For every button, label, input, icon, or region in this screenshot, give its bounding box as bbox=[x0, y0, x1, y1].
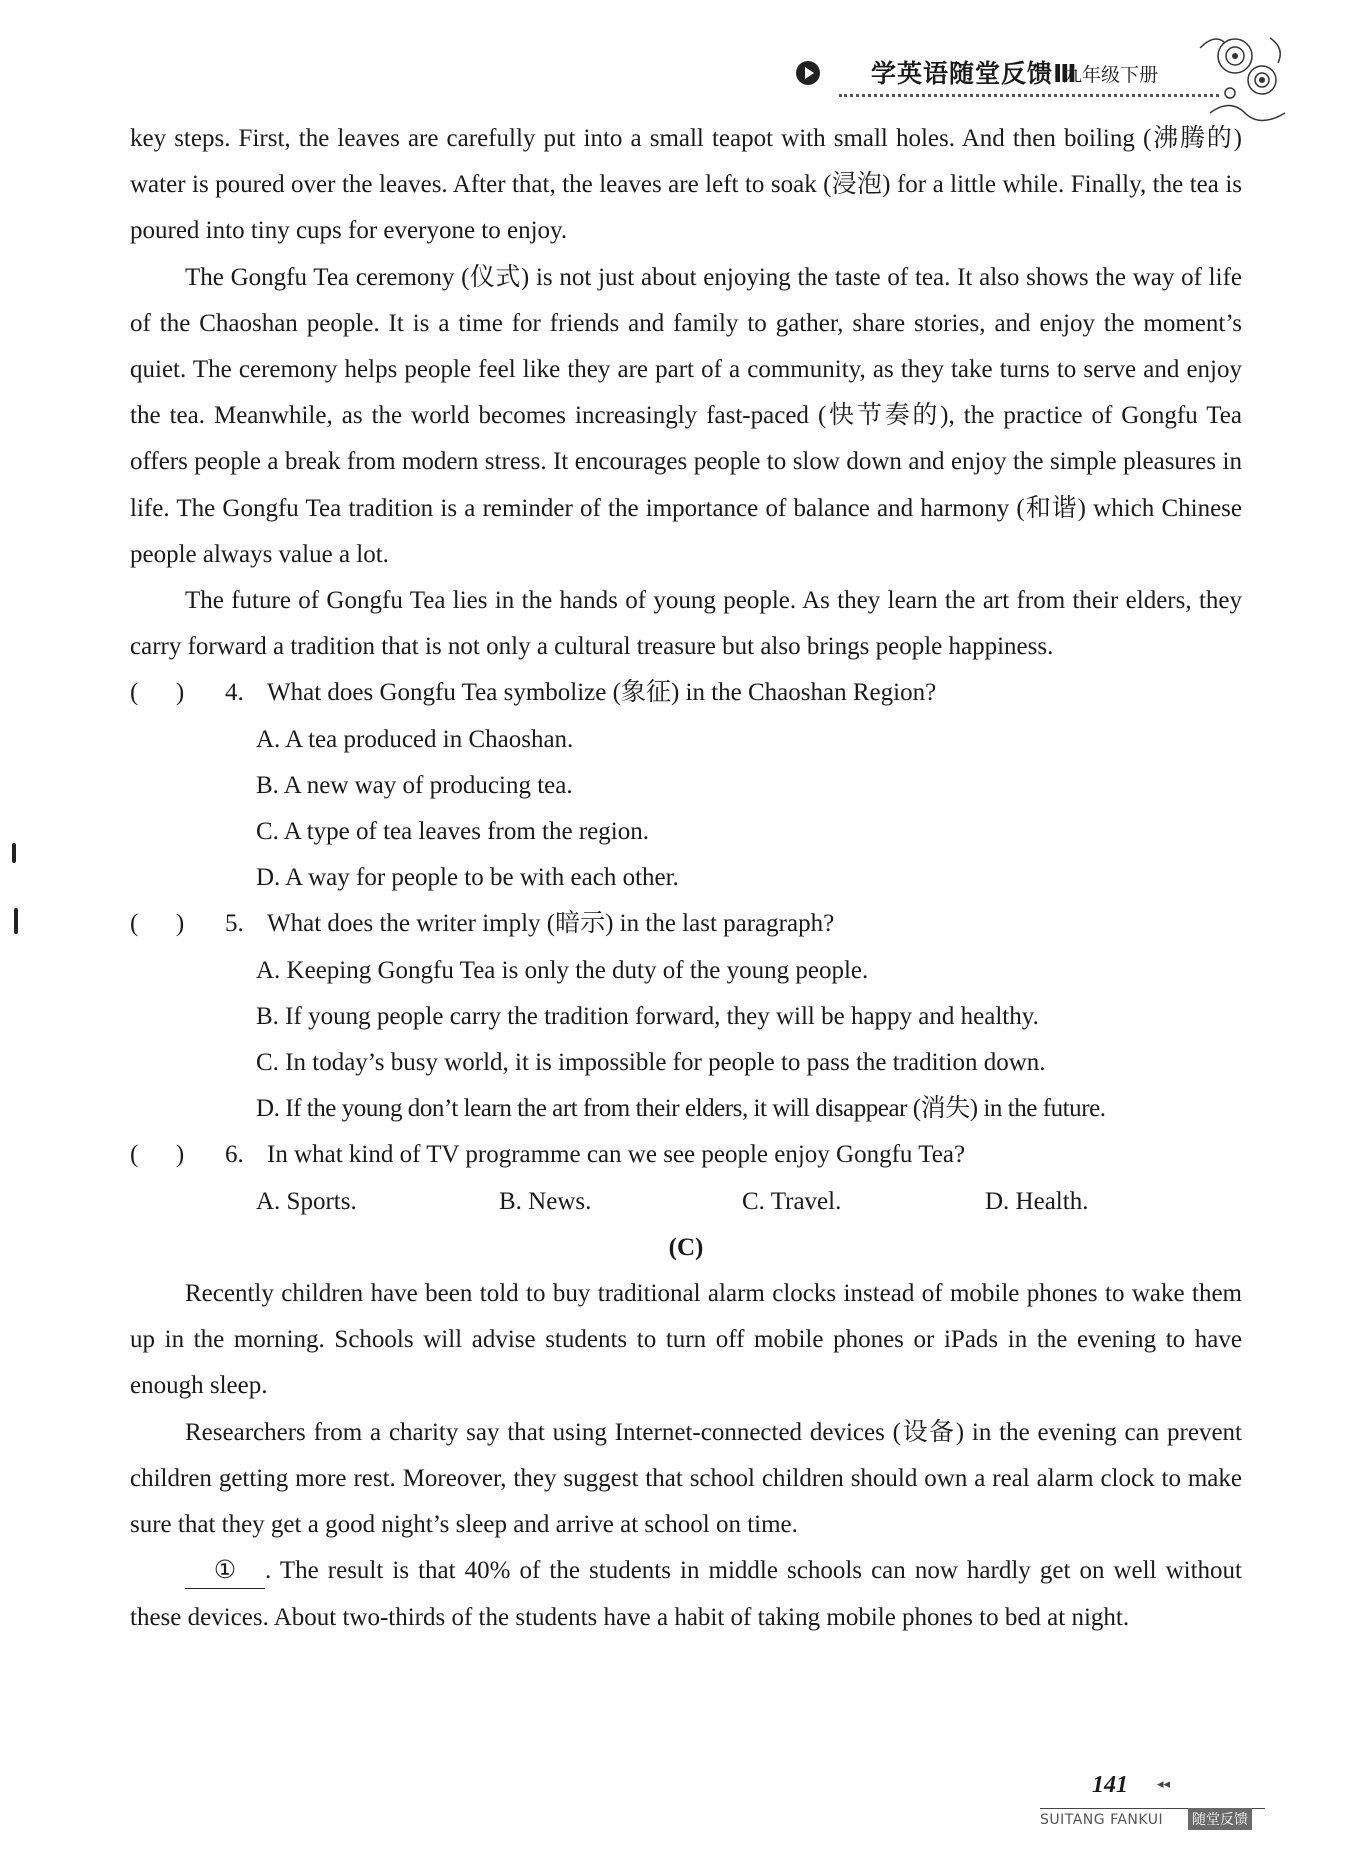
option-b: B. News. bbox=[499, 1187, 592, 1215]
question-number: 5. bbox=[225, 910, 244, 938]
paragraph: Recently children have been told to buy traditional alarm clocks instead of mobile phones to wake them up in the morning. Schools will advise students to turn off mobile phones or iPads in the evening to have enough sleep. bbox=[130, 1280, 1242, 1400]
arrow-left-icon: ◂◂ bbox=[1157, 1777, 1171, 1792]
option-b: B. If young people carry the tradition forward, they will be happy and healthy. bbox=[256, 1002, 1039, 1030]
option-a: A. Keeping Gongfu Tea is only the duty of the young people. bbox=[256, 956, 869, 984]
footer-tag: 随堂反馈 bbox=[1188, 1808, 1252, 1830]
flower-decoration-icon bbox=[1190, 18, 1300, 128]
paragraph: key steps. First, the leaves are carefully put into a small teapot with small holes. And then boiling (沸腾的) water is poured over the leaves. After that, the leaves are left to soak (浸泡) for a little while. Finally, the tea is poured into tiny cups for everyone to enjoy. bbox=[130, 125, 1242, 245]
book-subtitle: 九年级下册 bbox=[1063, 64, 1159, 86]
paragraph: The Gongfu Tea ceremony (仪式) is not just about enjoying the taste of tea. It also shows the way of life of the Chaoshan people. It is a time for friends and family to gather, share stories, and enjoy the moment’s quiet. The ceremony helps people feel like they are part of a community, as they take turns to serve and enjoy the tea. Meanwhile, as the world becomes increasingly fast-paced (快节奏的), the practice of Gongfu Tea offers people a break from modern stress. It encourages people to slow down and enjoy the simple pleasures in life. The Gongfu Tea tradition is a reminder of the importance of balance and harmony (和谐) which Chinese people always value a lot. bbox=[130, 263, 1242, 568]
option-d: D. Health. bbox=[985, 1187, 1089, 1215]
header-divider bbox=[839, 94, 1219, 97]
paragraph bbox=[130, 1548, 1242, 1640]
page-header bbox=[795, 52, 1225, 102]
fill-blank[interactable]: ① bbox=[185, 1554, 265, 1589]
page-number: 141 bbox=[1092, 1772, 1128, 1798]
margin-mark bbox=[12, 843, 16, 863]
option-b: B. A new way of producing tea. bbox=[256, 771, 573, 799]
question-6 bbox=[130, 1132, 1242, 1224]
paragraph-text: . The result is that 40% of the students in middle schools can now hardly get on well without these devices. About two-thirds of the students have a habit of taking mobile phones to bed at night. bbox=[130, 1557, 1242, 1631]
option-a: A. A tea produced in Chaoshan. bbox=[256, 725, 574, 753]
question-4 bbox=[130, 670, 1242, 901]
question-number: 4. bbox=[225, 679, 244, 707]
option-a: A. Sports. bbox=[256, 1187, 357, 1215]
question-text: In what kind of TV programme can we see people enjoy Gongfu Tea? bbox=[267, 1141, 966, 1169]
answer-bracket[interactable]: ( ) bbox=[130, 910, 185, 938]
book-title: 学英语随堂反馈Ⅲ bbox=[871, 59, 1078, 88]
answer-bracket[interactable]: ( ) bbox=[130, 1141, 185, 1169]
paragraph: The future of Gongfu Tea lies in the hands of young people. As they learn the art from their elders, they carry forward a tradition that is not only a cultural treasure but also brings people happiness. bbox=[130, 587, 1242, 661]
option-c: C. A type of tea leaves from the region. bbox=[256, 818, 649, 846]
section-heading: (C) bbox=[668, 1233, 704, 1261]
option-c: C. In today’s busy world, it is impossible for people to pass the tradition down. bbox=[256, 1049, 1046, 1077]
option-c: C. Travel. bbox=[742, 1187, 842, 1215]
page-content bbox=[130, 116, 1242, 1641]
question-number: 6. bbox=[225, 1141, 244, 1169]
option-d: D. If the young don’t learn the art from their elders, it will disappear (消失) in the future. bbox=[256, 1095, 1106, 1123]
paragraph: Researchers from a charity say that using Internet-connected devices (设备) in the evening can prevent children getting more rest. Moreover, they suggest that school children should own a real alarm clock to make sure that they get a good night’s sleep and arrive at school on time. bbox=[130, 1418, 1242, 1539]
question-text: What does Gongfu Tea symbolize (象征) in the Chaoshan Region? bbox=[267, 679, 937, 707]
margin-mark bbox=[14, 908, 18, 934]
play-icon bbox=[795, 60, 821, 86]
question-text: What does the writer imply (暗示) in the last paragraph? bbox=[267, 910, 835, 938]
footer-pinyin: SUITANG FANKUI bbox=[1040, 1812, 1164, 1828]
question-5 bbox=[130, 901, 1242, 1132]
answer-bracket[interactable]: ( ) bbox=[130, 679, 185, 707]
option-d: D. A way for people to be with each other. bbox=[256, 864, 679, 892]
